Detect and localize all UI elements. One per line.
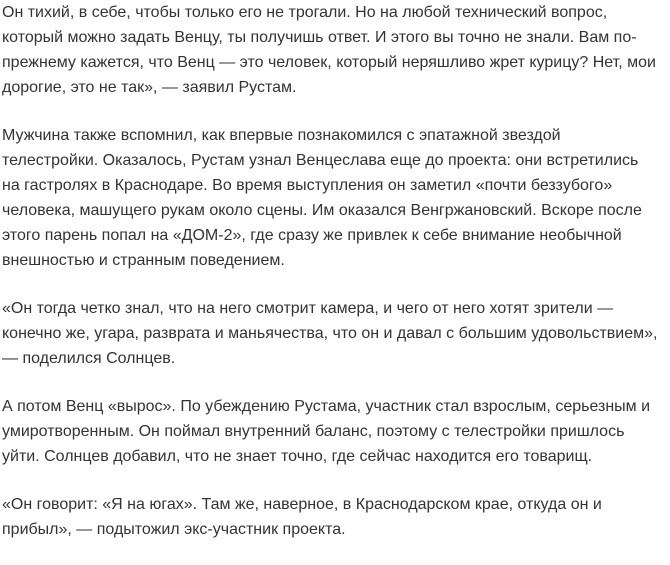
article-paragraph: Он тихий, в себе, чтобы только его не трогали. Но на любой технический вопрос, который можно задать Венцу, ты получишь ответ. И этого вы точно не знали. Вам по-прежнему кажется, что Венц — это человек, который неряшливо жрет курицу? Нет, мои дорогие, это не так», — заявил Рустам. [2,4,656,96]
article-paragraph: «Он тогда четко знал, что на него смотрит камера, и чего от него хотят зрители — конечно же, угара, разврата и маньячества, что он и давал с большим удовольствием», — поделился Солнцев. [2,300,658,367]
article-paragraph: А потом Венц «вырос». По убеждению Рустама, участник стал взрослым, серьезным и умиротворенным. Он поймал внутренний баланс, поэтому с телестройки пришлось уйти. Солнцев добавил, что не знает точно, где сейчас находится его товарищ. [2,398,651,465]
article-paragraph: «Он говорит: «Я на югах». Там же, наверное, в Краснодарском крае, откуда он и прибыл», — подытожил экс-участник проекта. [2,496,602,538]
article-paragraph: Мужчина также вспомнил, как впервые познакомился с эпатажной звездой телестройки. Оказалось, Рустам узнал Венцеслава еще до проекта: они встретились на гастролях в Краснодаре. Во время выступления он заметил «почти беззубого» человека, машущего рукам около сцены. Им оказался Венгржановский. Вскоре после этого парень попал на «ДОМ-2», где сразу же привлек к себе внимание необычной внешностью и странным поведением. [2,127,642,269]
